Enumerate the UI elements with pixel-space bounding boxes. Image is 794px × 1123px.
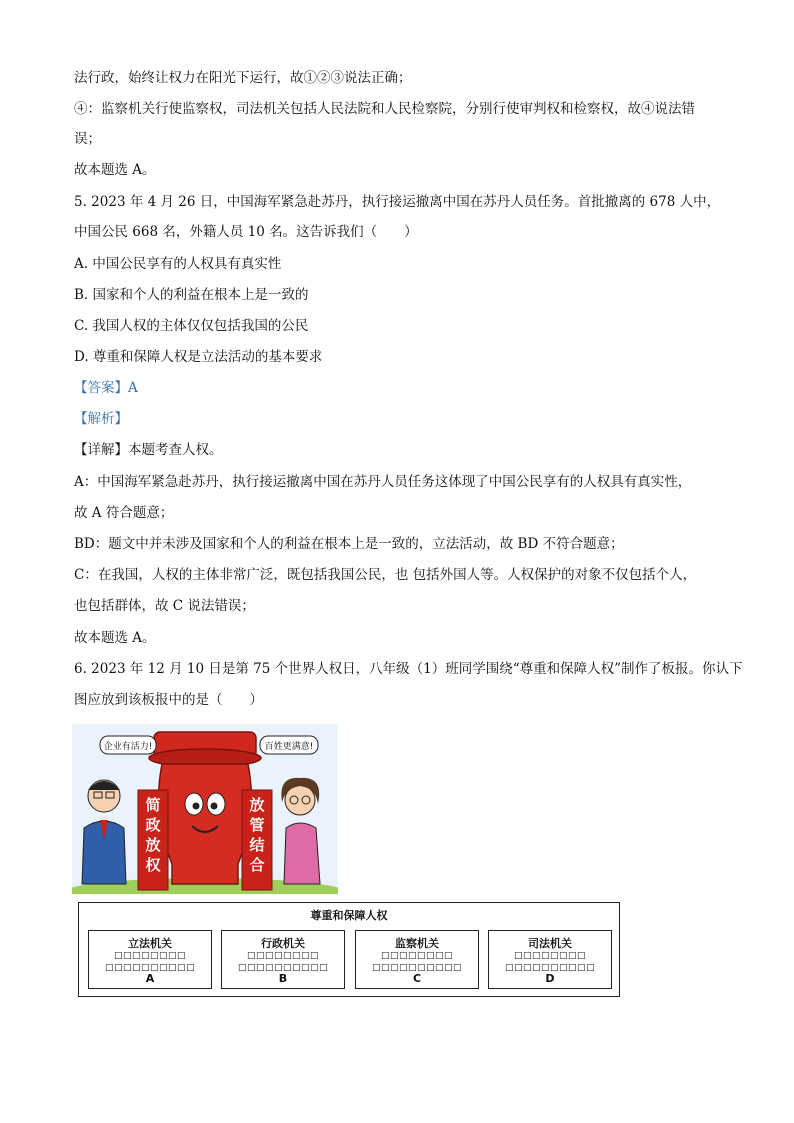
option-b: B. 国家和个人的利益在根本上是一致的: [74, 287, 309, 303]
option-d: D. 尊重和保障人权是立法活动的基本要求: [74, 349, 323, 365]
banner-left-char: 放: [145, 836, 161, 854]
detail-line: BD：题文中并未涉及国家和个人的利益在根本上是一致的，立法活动，故 BD 不符合题意；: [74, 536, 624, 552]
banner-right-char: 管: [249, 816, 265, 834]
box-letter: D: [545, 972, 555, 985]
box-letter: B: [278, 972, 288, 985]
speech-bubble-right-text: 百姓更满意!: [264, 742, 314, 752]
question-6-stem: 6. 2023 年 12 月 10 日是第 75 个世界人权日，八年级（1）班同学围绕“尊重和保障人权”制作了板报。你认下: [74, 661, 743, 677]
placeholder-squares: □□□□□□□□: [113, 951, 187, 961]
speech-bubble-left-text: 企业有活力!: [103, 742, 153, 752]
answer-label: 【答案】A: [74, 380, 138, 396]
placeholder-squares: □□□□□□□□: [513, 951, 587, 961]
board-diagram: [78, 902, 620, 997]
detail-line: C：在我国，人权的主体非常广泛，既包括我国公民，也 包括外国人等。人权保护的对象不仅包括个人，: [74, 567, 697, 583]
box-title: 立法机关: [128, 937, 172, 950]
analysis-label: 【解析】: [74, 411, 128, 427]
board-box-a: [88, 930, 212, 989]
box-letter: C: [412, 972, 422, 985]
box-letter: A: [145, 972, 155, 985]
option-a: A. 中国公民享有的人权具有真实性: [74, 256, 282, 272]
option-c: C. 我国人权的主体仅仅包括我国的公民: [74, 318, 309, 334]
question-5-stem: 中国公民 668 名，外籍人员 10 名。这告诉我们（ ）: [74, 224, 418, 240]
banner-left-char: 政: [145, 816, 161, 834]
cartoon-illustration: [72, 724, 338, 894]
question-5-stem: 5. 2023 年 4 月 26 日，中国海军紧急赴苏丹，执行接运撤离中国在苏丹人员任务。首批撤离的 678 人中，: [74, 194, 721, 210]
box-title: 司法机关: [528, 937, 572, 950]
text-line: 法行政，始终让权力在阳光下运行，故①②③说法正确；: [74, 70, 412, 86]
placeholder-squares: □□□□□□□□□□: [237, 963, 329, 973]
detail-line: 故本题选 A。: [74, 630, 156, 646]
board-box-d: [488, 930, 612, 989]
box-title: 行政机关: [261, 937, 305, 950]
detail-line: 【详解】本题考查人权。: [74, 442, 223, 458]
placeholder-squares: □□□□□□□□: [246, 951, 320, 961]
placeholder-squares: □□□□□□□□□□: [104, 963, 196, 973]
detail-line: A：中国海军紧急赴苏丹，执行接运撤离中国在苏丹人员任务这体现了中国公民享有的人权具有真实性，: [74, 474, 692, 490]
banner-left-char: 权: [145, 856, 161, 874]
question-6-stem: 图应放到该板报中的是（ ）: [74, 692, 263, 708]
placeholder-squares: □□□□□□□□□□: [371, 963, 463, 973]
detail-line: 故 A 符合题意；: [74, 505, 174, 521]
box-title: 监察机关: [395, 937, 439, 950]
text-line: 故本题选 A。: [74, 162, 156, 178]
banner-right-char: 结: [249, 836, 265, 854]
banner-left-char: 简: [145, 796, 161, 814]
text-line: 误；: [74, 131, 101, 147]
board-title: 尊重和保障人权: [310, 909, 388, 922]
text-line: ④：监察机关行使监察权，司法机关包括人民法院和人民检察院，分别行使审判权和检察权，故④说法错: [74, 101, 695, 117]
placeholder-squares: □□□□□□□□: [380, 951, 454, 961]
board-box-b: [221, 930, 345, 989]
placeholder-squares: □□□□□□□□□□: [504, 963, 596, 973]
stamp-body: [159, 764, 252, 884]
detail-line: 也包括群体，故 C 说法错误；: [74, 598, 255, 614]
man-figure: [82, 780, 126, 884]
banner-right-char: 放: [249, 796, 265, 814]
banner-right-char: 合: [249, 856, 265, 874]
board-box-c: [355, 930, 479, 989]
